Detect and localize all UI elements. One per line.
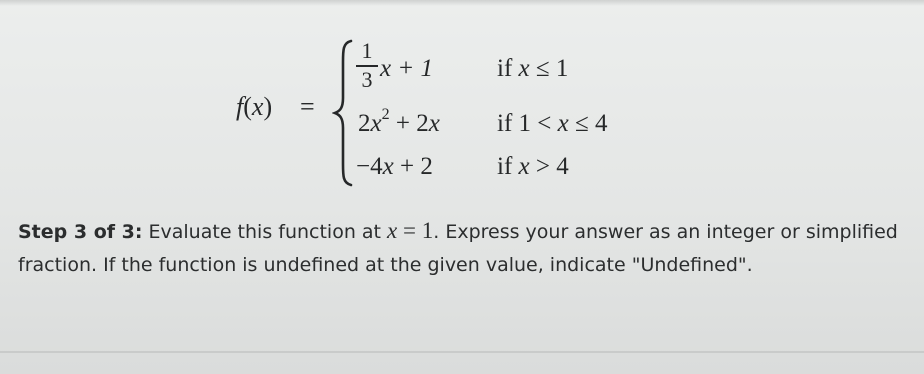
fraction-denominator: 3 (361, 66, 373, 92)
step-label: Step 3 of 3: (18, 221, 143, 243)
case-3-condition: if x > 4 (497, 153, 569, 180)
step-text-after: . Express your answer as an integer or simplified fraction. If the function is undefined at the given value, indicate "Undefined". (18, 221, 898, 276)
case-3-expression: −4x + 2 (356, 153, 433, 180)
equals-sign: = (300, 92, 315, 121)
left-brace-icon (332, 38, 354, 188)
fraction-numerator: 1 (361, 38, 373, 63)
case-1-condition: if x ≤ 1 (497, 55, 569, 82)
case-2-condition: if 1 < x ≤ 4 (497, 110, 608, 137)
case-1-expression: x + 1 (380, 55, 433, 82)
bottom-divider (0, 351, 924, 353)
case-1-fraction (356, 40, 378, 91)
step-math: x = 1 (387, 218, 434, 243)
function-name: f(x) (236, 92, 273, 121)
step-instructions (18, 214, 908, 282)
step-text-before: Evaluate this function at (142, 221, 388, 243)
case-2-expression: $2x^2 + 2x$ (358, 106, 440, 137)
